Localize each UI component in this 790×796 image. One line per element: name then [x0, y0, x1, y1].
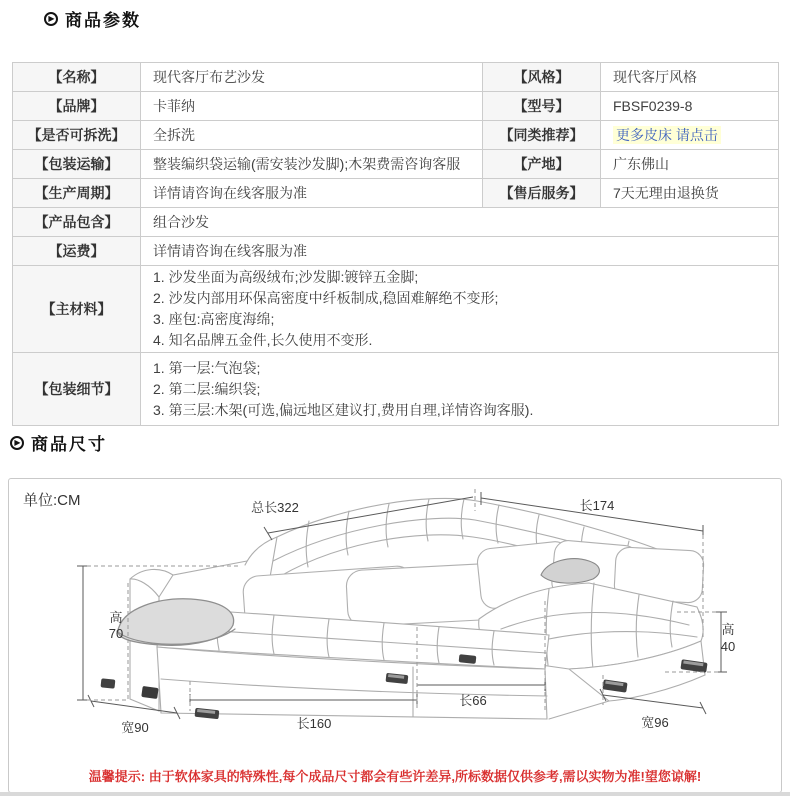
param-value-includes: 组合沙发	[153, 214, 209, 230]
material-line: 3. 座包:高密度海绵;	[153, 311, 275, 327]
param-label-recommend: 【同类推荐】	[499, 127, 584, 143]
table-row	[13, 353, 779, 426]
param-value-washable: 全拆洗	[153, 127, 195, 143]
warm-tip-text: 温馨提示: 由于软体家具的特殊性,每个成品尺寸都会有些许差异,所标数据仅供参考,需以实物为准!望您谅解!	[88, 769, 702, 784]
section-arrow-icon: ▶	[44, 12, 58, 26]
table-row	[13, 150, 779, 179]
section-header-params	[44, 6, 143, 40]
section-title-params: 商品参数	[65, 11, 141, 30]
table-row	[13, 92, 779, 121]
more-beds-link[interactable]: 更多皮床 请点击	[613, 126, 721, 144]
dim-height-chaise	[715, 621, 741, 655]
param-label-washable: 【是否可拆洗】	[27, 127, 126, 143]
param-label-packaging: 【包装细节】	[34, 381, 119, 397]
param-value-origin: 广东佛山	[613, 156, 669, 172]
param-value-materials	[141, 266, 779, 353]
dim-total-length: 总长322	[251, 500, 299, 515]
bottom-divider	[0, 792, 790, 796]
param-label-brand: 【品牌】	[48, 98, 105, 114]
param-label-origin: 【产地】	[513, 156, 570, 172]
dim-length-mid: 长66	[459, 693, 487, 708]
product-params-table	[12, 62, 779, 426]
packaging-line: 2. 第二层:编织袋;	[153, 380, 261, 397]
param-label-shipping: 【包装运输】	[34, 156, 119, 172]
table-row	[13, 237, 779, 266]
material-line: 4. 知名品牌五金件,长久使用不变形.	[153, 332, 373, 348]
section-arrow-icon: ▶	[10, 436, 24, 450]
param-label-name: 【名称】	[48, 69, 105, 85]
section-title-reflection	[33, 455, 109, 464]
material-line: 1. 沙发坐面为高级绒布;沙发脚:镀锌五金脚;	[153, 269, 419, 285]
dim-chaise-length: 长174	[579, 498, 615, 513]
packaging-line: 1. 第一层:气泡袋;	[153, 359, 261, 376]
material-line: 2. 沙发内部用环保高密度中纤板制成,稳固难解绝不变形;	[153, 290, 499, 306]
table-row	[13, 121, 779, 150]
param-value-brand: 卡菲纳	[153, 98, 195, 114]
dim-height-chaise-val: 40	[720, 639, 736, 654]
param-label-aftersale: 【售后服务】	[499, 185, 584, 201]
size-diagram-panel	[8, 478, 782, 793]
section-header-size	[10, 430, 109, 464]
dim-height-main	[103, 610, 129, 642]
dim-height-main-zh: 高	[109, 610, 123, 625]
dim-width-chaise: 宽96	[641, 715, 669, 730]
param-value-freight: 详情请咨询在线客服为准	[153, 243, 307, 259]
dim-height-main-val: 70	[108, 626, 124, 641]
param-value-leadtime: 详情请咨询在线客服为准	[153, 185, 307, 201]
param-label-includes: 【产品包含】	[34, 214, 119, 230]
param-value-aftersale: 7天无理由退换货	[613, 185, 719, 201]
section-title-reflection	[67, 31, 143, 40]
dim-width-left: 宽90	[121, 720, 149, 735]
section-title-size: 商品尺寸	[31, 435, 107, 454]
table-row	[13, 266, 779, 353]
param-value-model: FBSF0239-8	[613, 98, 693, 114]
table-row	[13, 208, 779, 237]
param-value-packaging	[141, 353, 779, 426]
param-value-style: 现代客厅风格	[613, 69, 697, 85]
unit-label: 单位:CM	[23, 492, 81, 509]
table-row	[13, 179, 779, 208]
packaging-line: 3. 第三层:木架(可选,偏远地区建议打,费用自理,详情咨询客服).	[153, 401, 534, 418]
param-label-freight: 【运费】	[48, 243, 105, 259]
param-value-name: 现代客厅布艺沙发	[153, 69, 265, 85]
param-label-style: 【风格】	[513, 69, 570, 85]
dim-length-main: 长160	[296, 716, 332, 731]
param-label-leadtime: 【生产周期】	[34, 185, 119, 201]
param-label-materials: 【主材料】	[41, 301, 112, 317]
dim-height-chaise-zh: 高	[721, 622, 735, 637]
param-label-model: 【型号】	[513, 98, 570, 114]
param-value-shipping: 整装编织袋运输(需安装沙发脚);木架费需咨询客服	[153, 156, 461, 172]
table-row	[13, 63, 779, 92]
